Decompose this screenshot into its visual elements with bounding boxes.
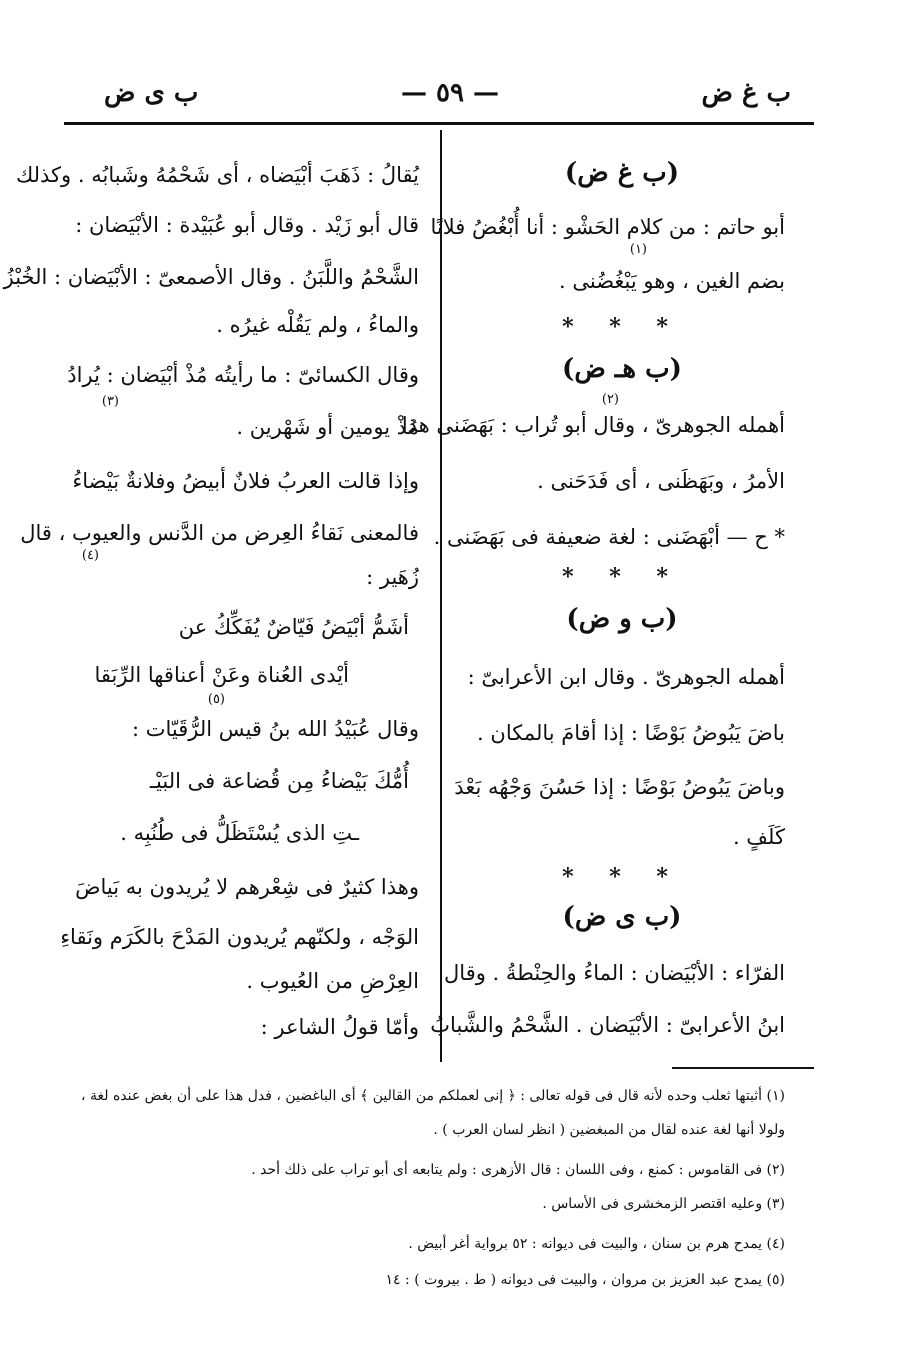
left-line-12: الوَجْه ، ولكنّهم يُريدون المَدْحَ بالكَرَم ونَقاءِ (60, 925, 419, 949)
footnote-1-text-a: أثبتها ثعلب وحده لأنه قال فى قوله تعالى : ﴿ إنى لعملكم من القالين ﴾ أى الباغضين ، فدل هذا على أن بغض عنده لغة ، (81, 1088, 763, 1104)
bhd-line-3: * ح — أبْهَضَنى : لغة ضعيفة فى بَهَضَنى . (433, 525, 785, 549)
bhd-line-1: أهمله الجوهرىّ ، وقال أبو تُراب : بَهَضَنى هذا (401, 413, 785, 437)
left-line-2: قال أبو زَيْد . وقال أبو عُبَيْدة : الأبْيَضان : (75, 213, 419, 237)
page-number: — ٥٩ — (400, 78, 500, 108)
left-footnote-ref-5: (٥) (207, 692, 225, 707)
footnote-2-number: (٢) (766, 1162, 785, 1178)
footnote-1-continued: ولولا أنها لغة عنده لقال من المبغضين ( انظر لسان العرب ) . (433, 1122, 785, 1138)
footnote-3 (85, 1194, 785, 1214)
bghd-line-2: بضم الغين ، وهو يَبْغُضُنى . (559, 269, 785, 293)
left-footnote-ref-4: (٤) (81, 548, 99, 563)
bwd-line-4: كَلَفٍ . (732, 825, 785, 849)
left-line-7: وإذا قالت العربُ فلانٌ أبيضُ وفلانةٌ بَيْضاءُ (72, 469, 419, 493)
left-line-1: يُقالُ : ذَهَبَ أبْيَضاه ، أى شَحْمُهُ وشَبابُه . وكذلك (15, 163, 419, 187)
left-line-10: وقال عُبَيْدُ الله بنُ قيس الرُّقَيّات : (132, 717, 419, 741)
left-line-3: الشَّحْمُ واللَّبَنُ . وقال الأصمعىّ : الأبْيَضان : الخُبْزُ (3, 265, 419, 289)
bwd-line-3: وباضَ يَبُوضُ بَوْضًا : إذا حَسُنَ وَجْهُه بَعْدَ (454, 775, 785, 799)
byd-line-2: ابنُ الأعرابىّ : الأبْيَضان . الشَّحْمُ والشَّبابُ (430, 1013, 785, 1037)
bwd-line-2: باضَ يَبُوضُ بَوْضًا : إذا أقامَ بالمكان . (477, 721, 785, 745)
footnote-4-number: (٤) (766, 1236, 785, 1252)
byd-line-1: الفرّاء : الأبْيَضان : الماءُ والحِنْطةُ . وقال (444, 961, 785, 985)
footnote-rule (672, 1067, 814, 1069)
footnote-2 (85, 1160, 785, 1180)
footnote-3-number: (٣) (766, 1196, 785, 1212)
verse-1-hemistich-2: أيْدى العُناة وعَنْ أعناقها الرِّبَقا (94, 663, 349, 687)
left-line-11: وهذا كثيرٌ فى شِعْرهم لا يُريدون به بَياضَ (75, 875, 419, 899)
footnote-5 (85, 1270, 785, 1290)
footnote-4-text: يمدح هرم بن سنان ، والبيت فى ديوانه : ٥٢ برواية أغر أبيض . (408, 1236, 763, 1252)
footnote-1 (81, 1086, 785, 1106)
left-line-5: وقال الكسائىّ : ما رأيتُه مُذْ أبْيَضان : يُرادُ (67, 363, 419, 387)
entry-heading-bghd: (ب غ ض) (564, 158, 680, 188)
footnote-4 (85, 1234, 785, 1254)
footnote-1-number: (١) (766, 1088, 785, 1104)
separator-stars-2: * * * (562, 564, 682, 590)
left-line-6: مُذْ يومين أو شَهْرين . (236, 415, 419, 439)
left-line-8: فالمعنى نَقاءُ العِرض من الدَّنس والعيوب ، قال (20, 521, 419, 545)
left-line-14: وأمّا قولُ الشاعر : (260, 1015, 419, 1039)
verse-2-hemistich-2: ـتِ الذى يُسْتَظَلُّ فى طُنُبِه . (120, 821, 359, 845)
verse-2-hemistich-1: أُمُّكَ بَيْضاءُ مِن قُضاعة فى البَيْـ (149, 769, 409, 793)
bwd-line-1: أهمله الجوهرىّ . وقال ابن الأعرابىّ : (467, 665, 785, 689)
entry-heading-byd: (ب ى ض) (562, 902, 682, 932)
header-right-root: ب غ ض (701, 78, 791, 108)
left-footnote-ref-3: (٣) (101, 394, 119, 409)
left-line-13: العِرْضِ من العُيوب . (246, 969, 419, 993)
separator-stars-1: * * * (562, 314, 682, 340)
bghd-footnote-ref: (١) (629, 242, 647, 257)
footnote-2-text: فى القاموس : كمنع ، وفى اللسان : قال الأزهرى : ولم يتابعه أى أبو تراب على ذلك أحد . (251, 1162, 763, 1178)
header-left-root: ب ى ض (104, 78, 199, 108)
footnote-5-number: (٥) (766, 1272, 785, 1288)
verse-1-hemistich-1: أشَمُّ أبْيَضُ فَيّاضٌ يُفَكِّكُ عن (178, 615, 409, 639)
footnote-3-text: وعليه اقتصر الزمخشرى فى الأساس . (542, 1196, 763, 1212)
separator-stars-3: * * * (562, 864, 682, 890)
bhd-footnote-ref: (٢) (601, 392, 619, 407)
entry-heading-bwd: (ب و ض) (566, 604, 678, 634)
footnote-5-text: يمدح عبد العزيز بن مروان ، والبيت فى ديوانه ( ط . بيروت ) : ١٤ (385, 1272, 763, 1288)
bhd-line-2: الأمرُ ، وبَهَظَنى ، أى فَدَحَنى . (537, 469, 785, 493)
left-line-4: والماءُ ، ولم يَقُلْه غيرُه . (216, 313, 419, 337)
bghd-line-1: أبو حاتم : من كلام الحَشْو : أنا أُبْغُضُ فلانًا (430, 215, 785, 239)
left-line-9: زُهَير : (366, 565, 419, 589)
entry-heading-bhd: (ب هـ ض) (562, 354, 682, 384)
header-rule (64, 122, 814, 125)
